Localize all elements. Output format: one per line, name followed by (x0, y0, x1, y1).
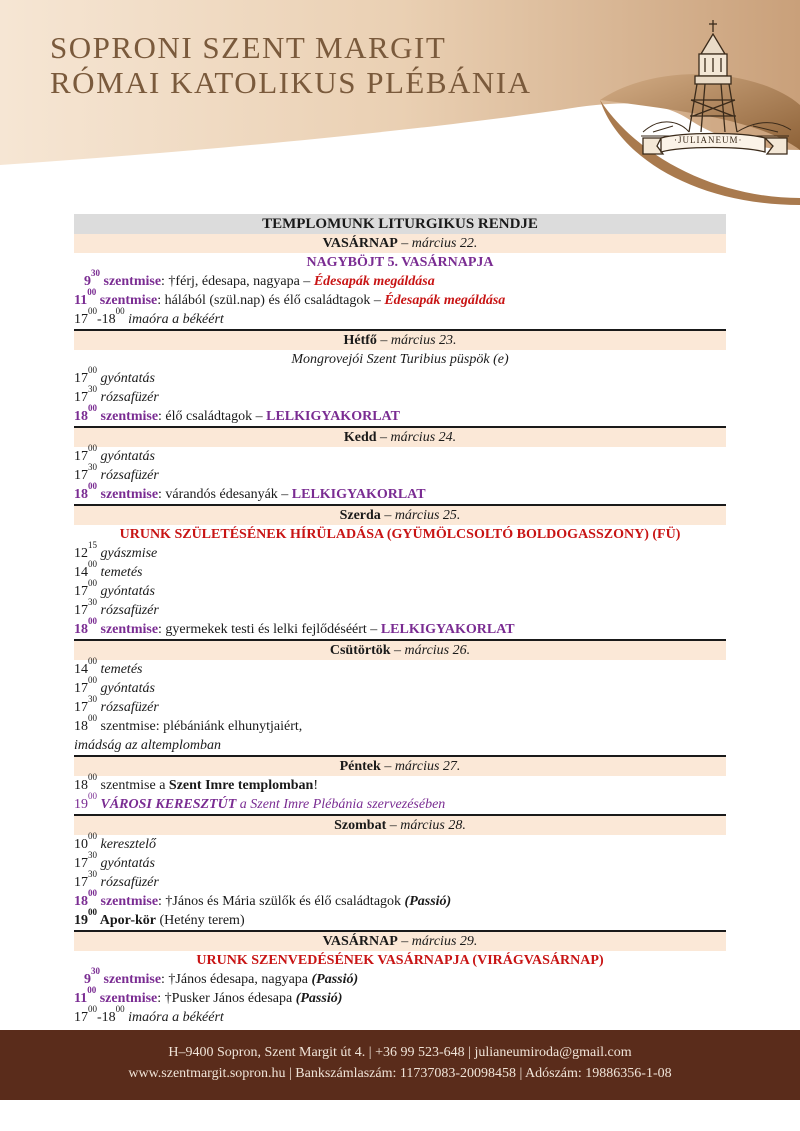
entry-text: rózsafüzér (97, 390, 159, 405)
time-minutes: 00 (88, 578, 97, 588)
schedule-entry (74, 443, 726, 466)
day-header (74, 329, 726, 350)
schedule-entry (74, 578, 726, 601)
time-minutes: 00 (88, 616, 97, 626)
time-minutes: 00 (115, 306, 125, 316)
time-minutes: 30 (91, 268, 100, 278)
time-minutes: 00 (88, 713, 97, 723)
day-list (74, 234, 726, 1027)
schedule-entry (74, 268, 726, 291)
schedule-entry: $17^{00}-18^{00}$ imaóra a békéért (74, 306, 224, 327)
entry-label: szentmise (96, 991, 158, 1006)
entry-text: : †János és Mária szülők és élő családtagok (158, 894, 405, 909)
time: $9^{30}$ (84, 268, 100, 289)
time: $18^{00}$ (101, 306, 125, 327)
schedule-title: TEMPLOMUNK LITURGIKUS RENDJE (74, 214, 726, 234)
time: $19^{00}$ (74, 907, 97, 928)
schedule-entry (74, 772, 726, 795)
time: $19^{00}$ (74, 791, 97, 812)
time: $18^{00}$ (74, 772, 97, 793)
entry-note: (Passió) (404, 894, 452, 909)
time: $12^{15}$ (74, 540, 97, 561)
time-minutes: 00 (88, 656, 97, 666)
time: $9^{30}$ (84, 966, 100, 987)
time: $17^{30}$ (74, 694, 97, 715)
time: $17^{00}$ (74, 365, 97, 386)
schedule-entry (74, 736, 726, 755)
schedule-entry (74, 597, 726, 620)
time: $11^{00}$ (74, 287, 97, 308)
day-date: – március 23. (376, 333, 457, 348)
schedule-entry (74, 694, 726, 717)
day-name: Péntek (339, 759, 381, 774)
entry-text: : élő családtagok – (158, 409, 267, 424)
day-header (74, 639, 726, 660)
time: $14^{00}$ (74, 656, 97, 677)
schedule-entry (74, 869, 726, 892)
entry-label: szentmise (96, 293, 158, 308)
entry-text: : gyermekek testi és lelki fejlődéséért – (158, 622, 381, 637)
time: $17^{00}$ (74, 1004, 97, 1025)
entry-text: temetés (97, 662, 143, 677)
time: $18^{00}$ (74, 713, 97, 734)
time: $14^{00}$ (74, 559, 97, 580)
entry-label: szentmise (100, 274, 162, 289)
time-minutes: 00 (88, 772, 97, 782)
schedule-entry (74, 540, 726, 563)
time-minutes: 00 (88, 306, 97, 316)
entry-text: rózsafüzér (97, 468, 159, 483)
day-feast: Mongrovejói Szent Turibius püspök (e) (291, 352, 509, 367)
schedule-entry (74, 384, 726, 407)
schedule (74, 214, 726, 1027)
day-date: – március 25. (380, 508, 461, 523)
time-minutes: 30 (88, 384, 97, 394)
entry-text: : várandós édesanyák – (158, 487, 292, 502)
entry-text: imaóra a békéért (124, 1010, 224, 1025)
time-minutes: 00 (88, 791, 97, 801)
parish-title-line2: RÓMAI KATOLIKUS PLÉBÁNIA (50, 65, 532, 100)
day-header (74, 426, 726, 447)
entry-text: : hálából (szül.nap) és élő családtagok – (157, 293, 385, 308)
page-footer (0, 1030, 800, 1100)
day-header (74, 930, 726, 951)
time-minutes: 00 (88, 888, 97, 898)
time-minutes: 30 (88, 462, 97, 472)
time: $17^{30}$ (74, 384, 97, 405)
entry-place: Szent Imre templomban (168, 778, 314, 793)
time-minutes: 30 (88, 597, 97, 607)
schedule-entry (74, 462, 726, 485)
entry-text: temetés (97, 565, 143, 580)
entry-text: gyóntatás (97, 856, 155, 871)
time-minutes: 00 (115, 1004, 125, 1014)
parish-title (50, 30, 532, 100)
schedule-entry (74, 616, 726, 639)
time-minutes: 00 (88, 675, 97, 685)
time: $17^{30}$ (74, 850, 97, 871)
entry-note: LELKIGYAKORLAT (380, 622, 515, 637)
schedule-entry (74, 831, 726, 854)
time: $18^{00}$ (74, 616, 97, 637)
time-minutes: 30 (88, 869, 97, 879)
day-header (74, 814, 726, 835)
schedule-entry (74, 481, 726, 504)
entry-text: keresztelő (97, 837, 156, 852)
entry-tail: ! (313, 778, 318, 793)
time-minutes: 00 (88, 559, 97, 569)
time-minutes: 30 (88, 694, 97, 704)
time-minutes: 00 (88, 1004, 97, 1014)
time-minutes: 00 (87, 985, 97, 995)
entry-note: LELKIGYAKORLAT (291, 487, 426, 502)
entry-text: rózsafüzér (97, 700, 159, 715)
day-date: – március 24. (376, 430, 457, 445)
time: $17^{00}$ (74, 443, 97, 464)
entry-label: szentmise (97, 409, 159, 424)
time: $18^{00}$ (74, 888, 97, 909)
schedule-entry (74, 907, 726, 930)
parish-title-line1: SOPRONI SZENT MARGIT (50, 30, 447, 65)
entry-label: szentmise (97, 622, 159, 637)
time: $17^{30}$ (74, 597, 97, 618)
time: $18^{00}$ (74, 403, 97, 424)
time: $17^{30}$ (74, 462, 97, 483)
day-name: VASÁRNAP (322, 934, 398, 949)
day-header (74, 504, 726, 525)
entry-text: gyászmise (97, 546, 158, 561)
schedule-entry: $17^{00}-18^{00}$ imaóra a békéért (74, 1004, 224, 1025)
day-name: Szerda (339, 508, 381, 523)
time-minutes: 00 (88, 481, 97, 491)
day-date: – március 27. (380, 759, 461, 774)
entry-text: szentmise a (97, 778, 169, 793)
entry-text: gyóntatás (97, 449, 155, 464)
entry-text: rózsafüzér (97, 875, 159, 890)
entry-note: (Passió) (311, 972, 359, 987)
day-date: – március 26. (390, 643, 471, 658)
schedule-entry (74, 966, 726, 989)
entry-text: gyóntatás (97, 371, 155, 386)
entry-label: Apor-kör (97, 913, 156, 928)
entry-text: imaóra a békéért (124, 312, 224, 327)
time: $17^{30}$ (74, 869, 97, 890)
day-feast: URUNK SZENVEDÉSÉNEK VASÁRNAPJA (VIRÁGVASÁRNAP) (196, 953, 604, 968)
day-name: Hétfő (343, 333, 377, 348)
entry-note: Édesapák megáldása (384, 293, 506, 308)
day-name: VASÁRNAP (322, 236, 398, 251)
time: $17^{00}$ (74, 578, 97, 599)
schedule-entry (74, 559, 726, 582)
entry-note: Édesapák megáldása (313, 274, 435, 289)
time: $10^{00}$ (74, 831, 97, 852)
entry-label: szentmise (100, 972, 162, 987)
entry-text: imádság az altemplomban (74, 738, 221, 753)
schedule-entry (74, 985, 726, 1008)
footer-bank-info: www.szentmargit.sopron.hu | Bankszámlaszám: 11737083-20098458 | Adószám: 19886356-1-08 (128, 1066, 672, 1081)
time: $18^{00}$ (101, 1004, 125, 1025)
entry-text: rózsafüzér (97, 603, 159, 618)
day-date: – március 28. (386, 818, 466, 833)
time-minutes: 30 (91, 966, 100, 976)
entry-event: VÁROSI KERESZTÚT (97, 797, 237, 812)
time: $17^{00}$ (74, 675, 97, 696)
day-feast: URUNK SZÜLETÉSÉNEK HÍRÜLADÁSA (GYÜMÖLCSOLTÓ BOLDOGASSZONY) (FÜ) (119, 527, 681, 542)
entry-note: (Passió) (295, 991, 343, 1006)
day-name: Kedd (343, 430, 377, 445)
time: $18^{00}$ (74, 481, 97, 502)
schedule-entry (74, 403, 726, 426)
time-minutes: 00 (88, 831, 97, 841)
time-minutes: 15 (88, 540, 97, 550)
day-name: Szombat (334, 818, 387, 833)
time-minutes: 00 (88, 403, 97, 413)
page-header (0, 0, 800, 215)
entry-text: a Szent Imre Plébánia szervezésében (236, 797, 446, 812)
entry-text: : †Pusker János édesapa (157, 991, 296, 1006)
day-feast: NAGYBÖJT 5. VASÁRNAPJA (306, 255, 494, 270)
entry-text: szentmise: plébániánk elhunytjaiért, (97, 719, 303, 734)
schedule-entry (74, 287, 726, 310)
entry-label: szentmise (97, 894, 159, 909)
time-minutes: 30 (88, 850, 97, 860)
time-minutes: 00 (87, 287, 97, 297)
time: $17^{00}$ (74, 306, 97, 327)
day-name: Csütörtök (329, 643, 391, 658)
julianeum-label: ·JULIANEUM· (674, 135, 743, 145)
entry-label: szentmise (97, 487, 159, 502)
entry-note: LELKIGYAKORLAT (266, 409, 400, 424)
day-header (74, 234, 726, 253)
day-date: – március 22. (397, 236, 478, 251)
schedule-entry (74, 675, 726, 698)
entry-text: : †férj, édesapa, nagyapa – (161, 274, 314, 289)
time: $11^{00}$ (74, 985, 97, 1006)
entry-text: (Hetény terem) (155, 913, 245, 928)
time-minutes: 00 (88, 443, 97, 453)
entry-text: gyóntatás (97, 584, 155, 599)
time-minutes: 00 (88, 365, 97, 375)
footer-contact: H–9400 Sopron, Szent Margit út 4. | +36 99 523-648 | julianeumiroda@gmail.com (168, 1045, 632, 1060)
schedule-entry (74, 365, 726, 388)
entry-text: gyóntatás (97, 681, 155, 696)
schedule-entry (74, 656, 726, 679)
schedule-entry (74, 713, 726, 736)
entry-text: : †János édesapa, nagyapa (161, 972, 312, 987)
feast-rank: (FÜ) (648, 527, 681, 542)
day-date: – március 29. (397, 934, 478, 949)
schedule-entry (74, 888, 726, 911)
time-minutes: 00 (88, 907, 97, 917)
day-header (74, 755, 726, 776)
schedule-entry (74, 791, 726, 814)
schedule-entry (74, 850, 726, 873)
